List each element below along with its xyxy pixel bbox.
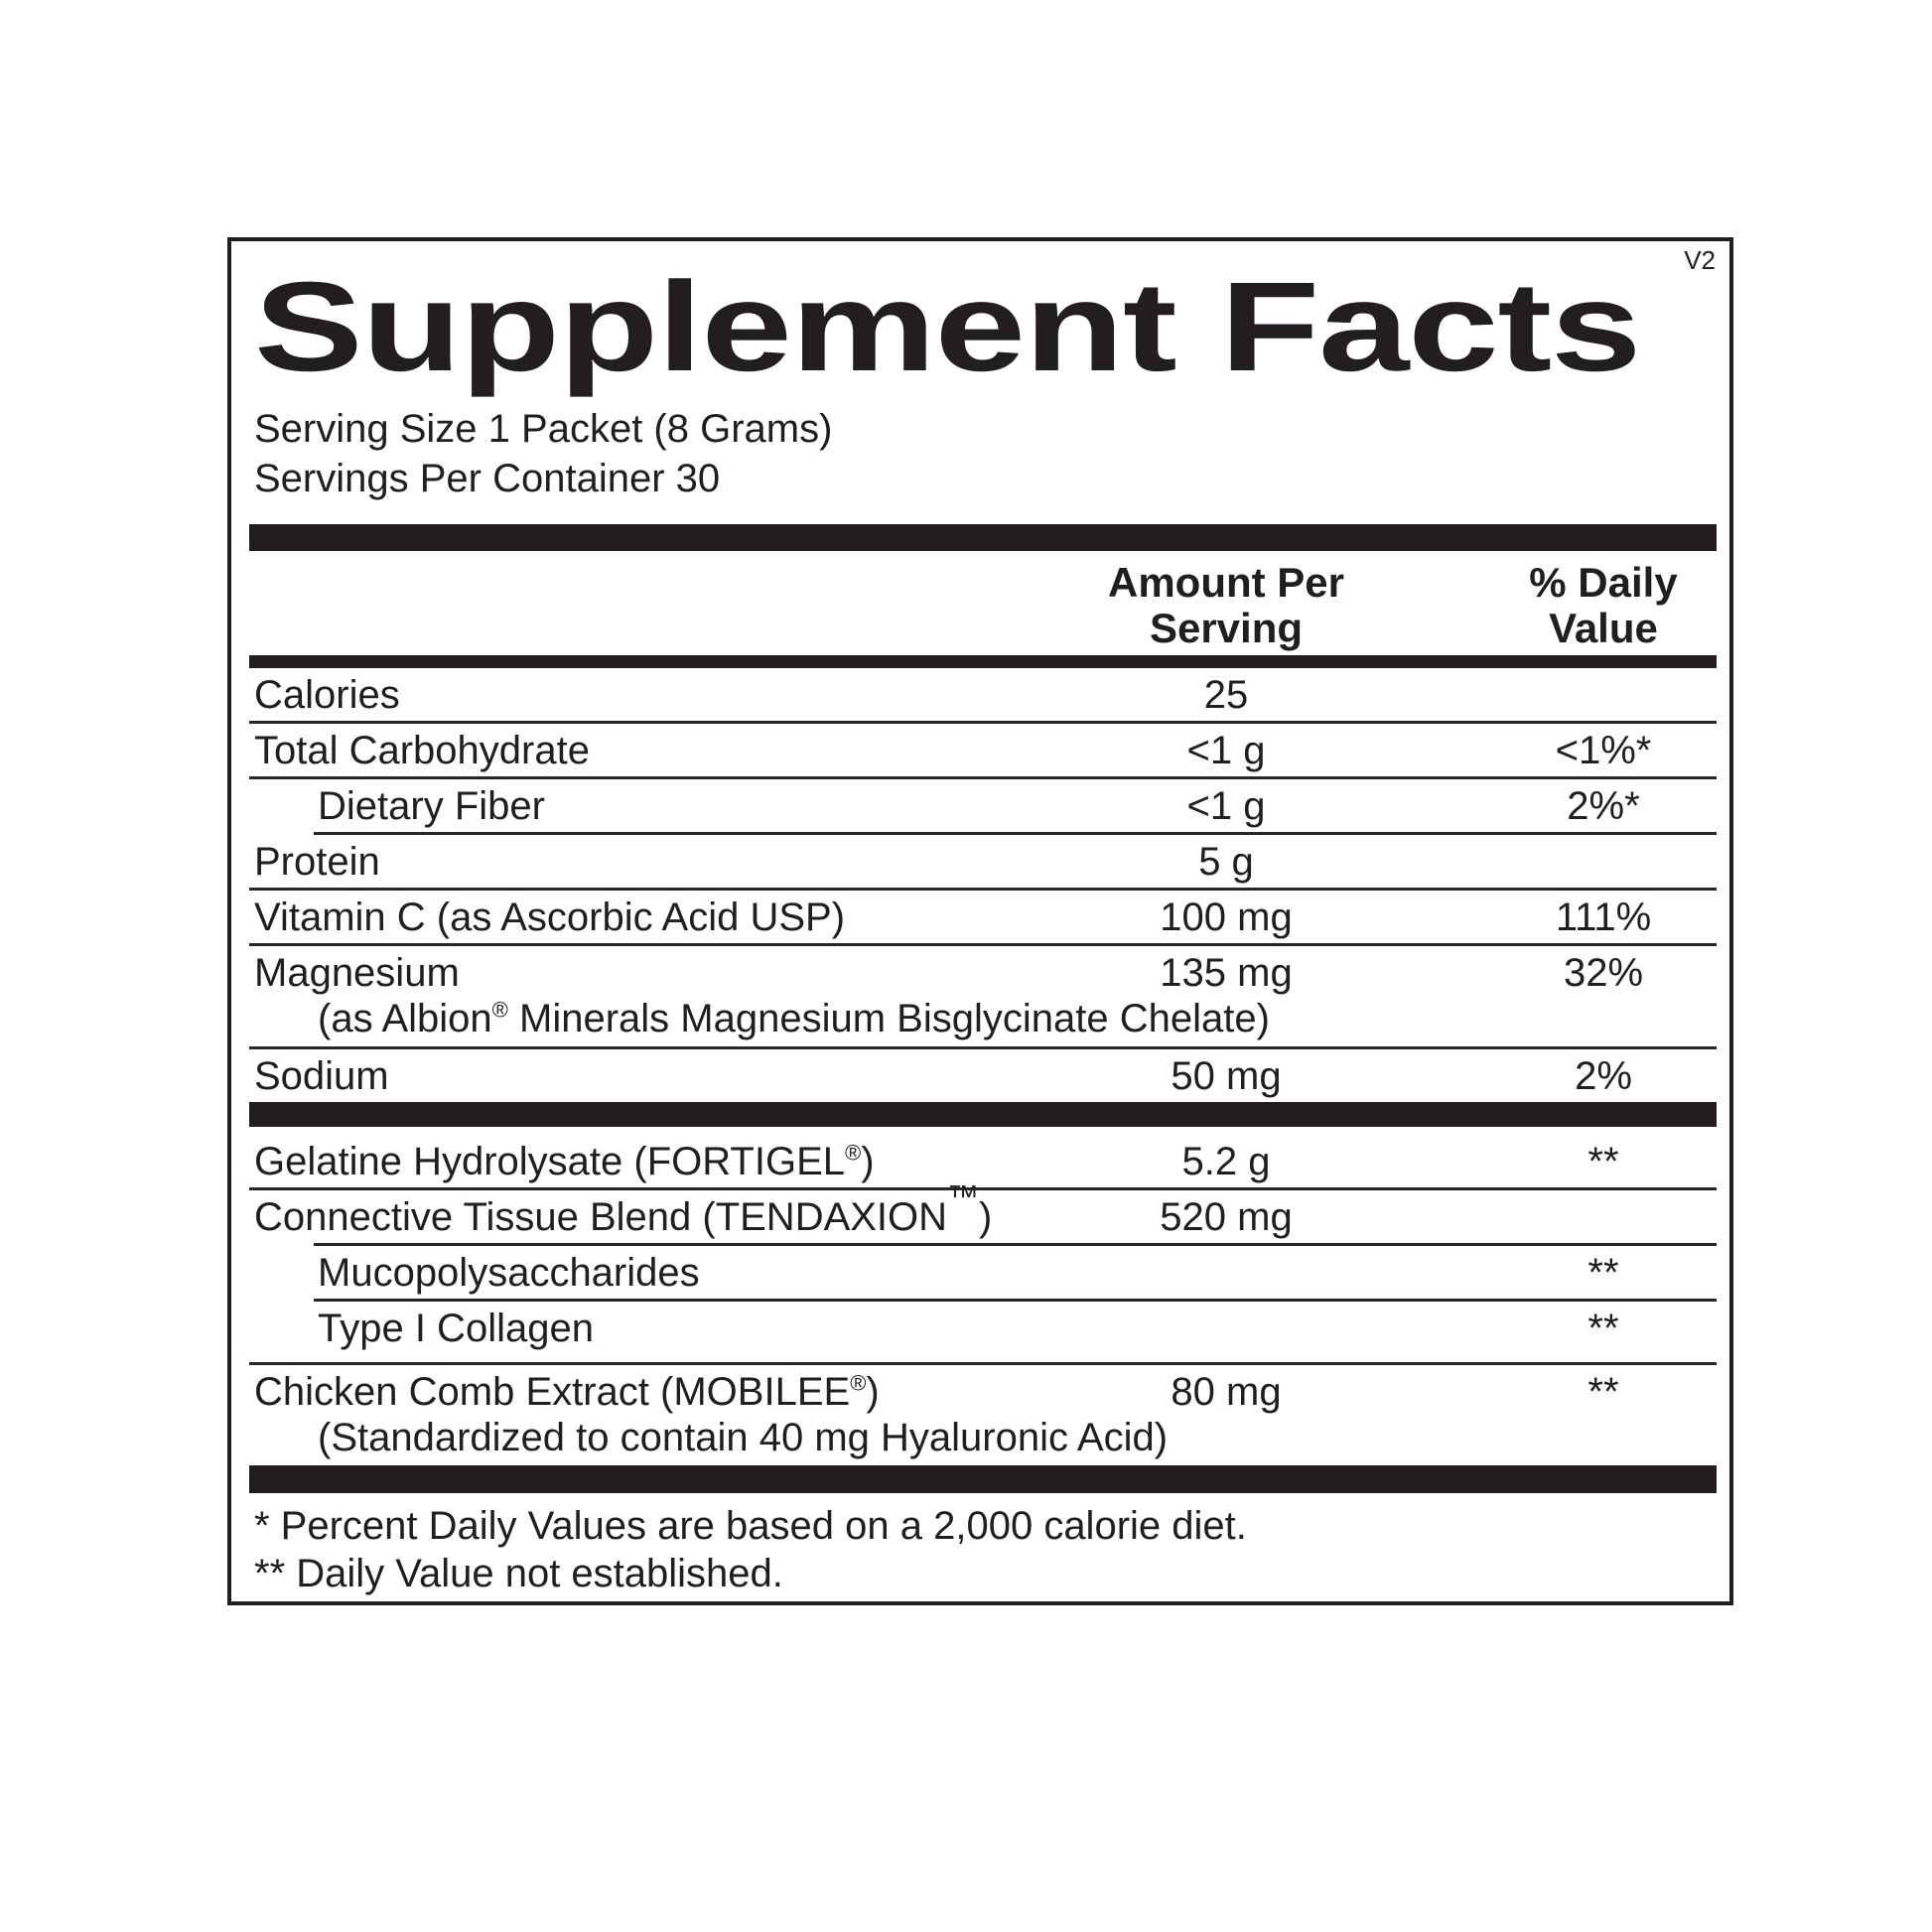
daily-value: 32% — [1563, 951, 1644, 995]
dv-header-line2: Value — [1549, 605, 1658, 651]
amount-value: <1 g — [1186, 784, 1266, 828]
amount-value: 100 mg — [1160, 896, 1293, 939]
separator-bar-header — [249, 655, 1717, 668]
ingredient-name: Mucopolysaccharides — [318, 1251, 700, 1295]
table-row-magnesium — [249, 946, 1717, 1046]
ingredient-name: Connective Tissue Blend (TENDAXION™) — [254, 1178, 993, 1239]
version-tag: V2 — [1684, 245, 1716, 275]
nutrient-name: Vitamin C (as Ascorbic Acid USP) — [254, 896, 846, 939]
daily-value: ** — [1587, 1251, 1619, 1295]
amount-header-line2: Serving — [1149, 605, 1304, 651]
amount-value: 520 mg — [1160, 1195, 1293, 1239]
column-header-row — [249, 551, 1717, 655]
daily-value: 2% — [1575, 1054, 1632, 1098]
table-row-dietary-fiber — [249, 779, 1717, 832]
table-row-calories — [249, 668, 1717, 721]
ingredient-name: Gelatine Hydrolysate (FORTIGEL®) — [254, 1140, 875, 1183]
nutrient-name: Sodium — [254, 1054, 389, 1098]
daily-value: 111% — [1555, 896, 1652, 939]
separator-bar-middle — [249, 1102, 1717, 1127]
table-row-chicken-comb-extract — [249, 1365, 1717, 1465]
footnote-not-established: ** Daily Value not established. — [254, 1552, 783, 1595]
nutrient-name: Calories — [254, 673, 400, 717]
nutrient-name: Magnesium — [254, 951, 460, 995]
table-row-total-carbohydrate — [249, 724, 1717, 776]
nutrient-name: Protein — [254, 840, 380, 884]
ingredient-name: Chicken Comb Extract (MOBILEE®) — [254, 1370, 880, 1414]
daily-value-column-header — [1504, 560, 1703, 651]
amount-header-line1: Amount Per — [1107, 559, 1344, 606]
daily-value: ** — [1587, 1370, 1619, 1414]
amount-column-header — [1028, 560, 1425, 651]
separator-bar-bottom — [249, 1465, 1717, 1493]
panel-title: Supplement Facts — [254, 256, 1641, 398]
nutrient-name: Dietary Fiber — [318, 784, 545, 828]
amount-value: 50 mg — [1171, 1054, 1282, 1098]
table-row-gelatine-hydrolysate — [249, 1127, 1717, 1187]
daily-value: 2%* — [1567, 784, 1640, 828]
serving-size-line: Serving Size 1 Packet (8 Grams) — [254, 407, 833, 451]
amount-value: 80 mg — [1171, 1370, 1282, 1414]
footnote-daily-values: * Percent Daily Values are based on a 2,000 calorie diet. — [254, 1504, 1247, 1548]
supplement-facts-panel — [227, 237, 1733, 1605]
daily-value: ** — [1587, 1307, 1619, 1350]
servings-per-container-line: Servings Per Container 30 — [254, 457, 721, 500]
table-row-type-i-collagen — [249, 1302, 1717, 1362]
dv-header-line1: % Daily — [1529, 559, 1678, 606]
daily-value: ** — [1587, 1140, 1619, 1183]
amount-value: 5 g — [1198, 840, 1254, 884]
separator-bar-top — [249, 524, 1717, 551]
table-row-vitamin-c — [249, 891, 1717, 943]
table-row-protein — [249, 835, 1717, 888]
nutrient-source-note: (as Albion® Minerals Magnesium Bisglycinate Chelate) — [318, 997, 1270, 1040]
daily-value: <1%* — [1555, 729, 1652, 772]
table-row-connective-tissue-blend — [249, 1178, 1717, 1243]
ingredient-name: Type I Collagen — [318, 1307, 594, 1350]
amount-value: 25 — [1203, 673, 1249, 717]
nutrient-name: Total Carbohydrate — [254, 729, 590, 772]
amount-value: <1 g — [1186, 729, 1266, 772]
amount-value: 135 mg — [1160, 951, 1293, 995]
amount-value: 5.2 g — [1181, 1140, 1271, 1183]
table-row-sodium — [249, 1049, 1717, 1102]
ingredient-standardization-note: (Standardized to contain 40 mg Hyaluronic Acid) — [318, 1416, 1169, 1459]
table-row-mucopolysaccharides — [249, 1246, 1717, 1299]
